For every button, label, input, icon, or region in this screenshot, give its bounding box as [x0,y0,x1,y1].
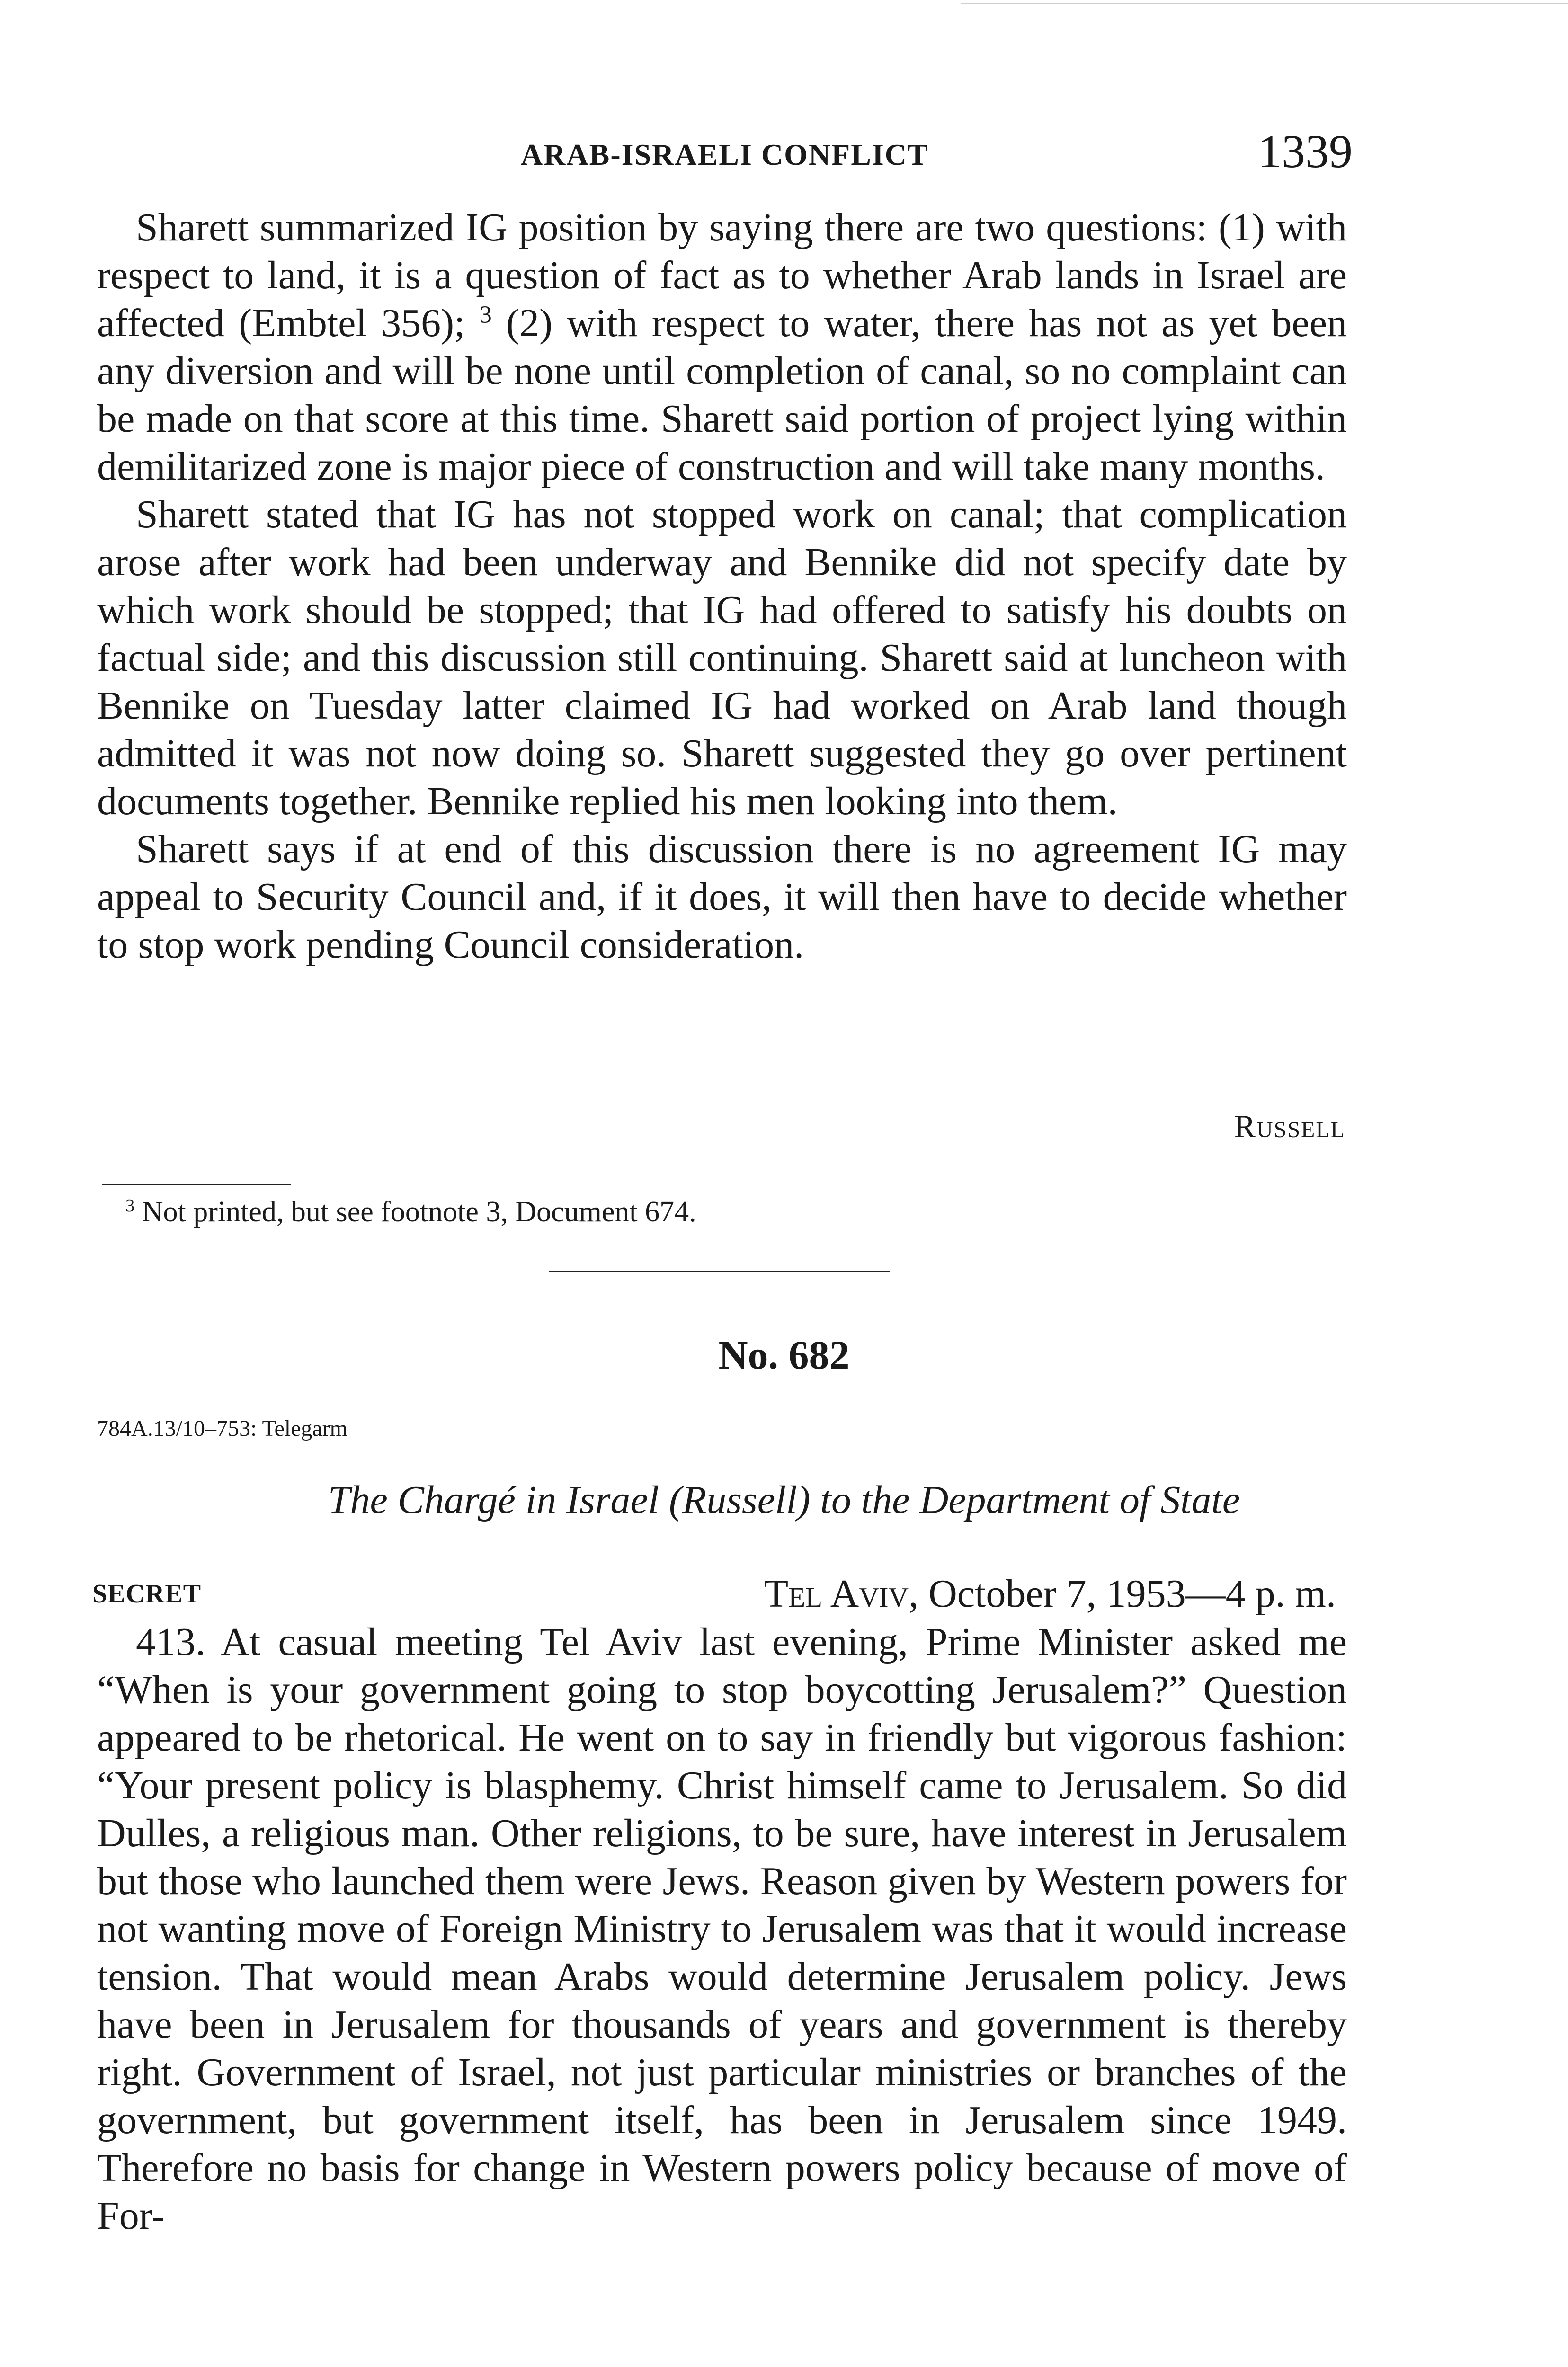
document-title: The Chargé in Israel (Russell) to the Department of State [328,1478,1240,1522]
footnote-text: Not printed, but see footnote 3, Document 674. [142,1196,696,1228]
page-number: 1339 [1258,125,1353,178]
signature: Russell [1234,1108,1345,1144]
continued-telegram-text [97,204,1347,969]
paragraph [97,204,1347,490]
running-head: ARAB-ISRAELI CONFLICT [521,138,929,171]
paragraph: Sharett stated that IG has not stopped work on canal; that complication arose after work had been underway and Bennike did not specify date by which work should be stopped; that IG had offered to satisfy his doubts on factual side; and this discussion still continuing. Sharett said at luncheon with Bennike on Tuesday latter claimed IG had worked on Arab land though admitted it was not now doing so. Sharett suggested they go over pertinent documents together. Bennike replied his men looking into them. [97,492,1347,823]
footnote-reference: 3 [479,301,492,329]
paragraph: Sharett says if at end of this discussion there is no agreement IG may appeal to Security Council and, if it does, it will then have to decide whether to stop work pending Council consideration. [97,827,1347,967]
telegram-body [97,1618,1347,2240]
scan-edge-rule [961,3,1568,4]
paragraph-text: Sharett summarized IG position by saying there are two questions: (1) with respect to land, it is a question of fact as to whether Arab lands in Israel are affected (Embtel 356); [97,205,1347,345]
dateline-place: Tel Aviv, [764,1572,919,1616]
footnote [125,1195,696,1229]
dateline [764,1571,1336,1617]
section-divider [549,1271,890,1272]
classification-label: SECRET [92,1579,202,1609]
dateline-date: October 7, 1953—4 p. m. [928,1572,1336,1616]
paragraph-text: (2) with respect to water, there has not as yet been any diversion and will be none until completion of canal, so no complaint can be made on that score at this time. Sharett said portion of project lying within demilitarized zone is major piece of construction and will take many months. [97,301,1347,489]
footnote-rule [102,1184,291,1185]
footnote-marker: 3 [125,1195,135,1216]
file-reference: 784A.13/10–753: Telegarm [97,1416,348,1441]
paragraph: 413. At casual meeting Tel Aviv last evening, Prime Minister asked me “When is your government going to stop boycotting Jerusalem?” Question appeared to be rhetorical. He went on to say in friendly but vigorous fashion: “Your present policy is blasphemy. Christ himself came to Jerusalem. So did Dulles, a religious man. Other religions, to be sure, have interest in Jerusalem but those who launched them were Jews. Reason given by Western powers for not wanting move of Foreign Ministry to Jerusalem was that it would increase tension. That would mean Arabs would determine Jerusalem policy. Jews have been in Jerusalem for thousands of years and government is thereby right. Government of Israel, not just particular ministries or branches of the government, but government itself, has been in Jerusalem since 1949. Therefore no basis for change in Western powers policy because of move of For- [97,1620,1347,2238]
document-number: No. 682 [718,1332,850,1378]
